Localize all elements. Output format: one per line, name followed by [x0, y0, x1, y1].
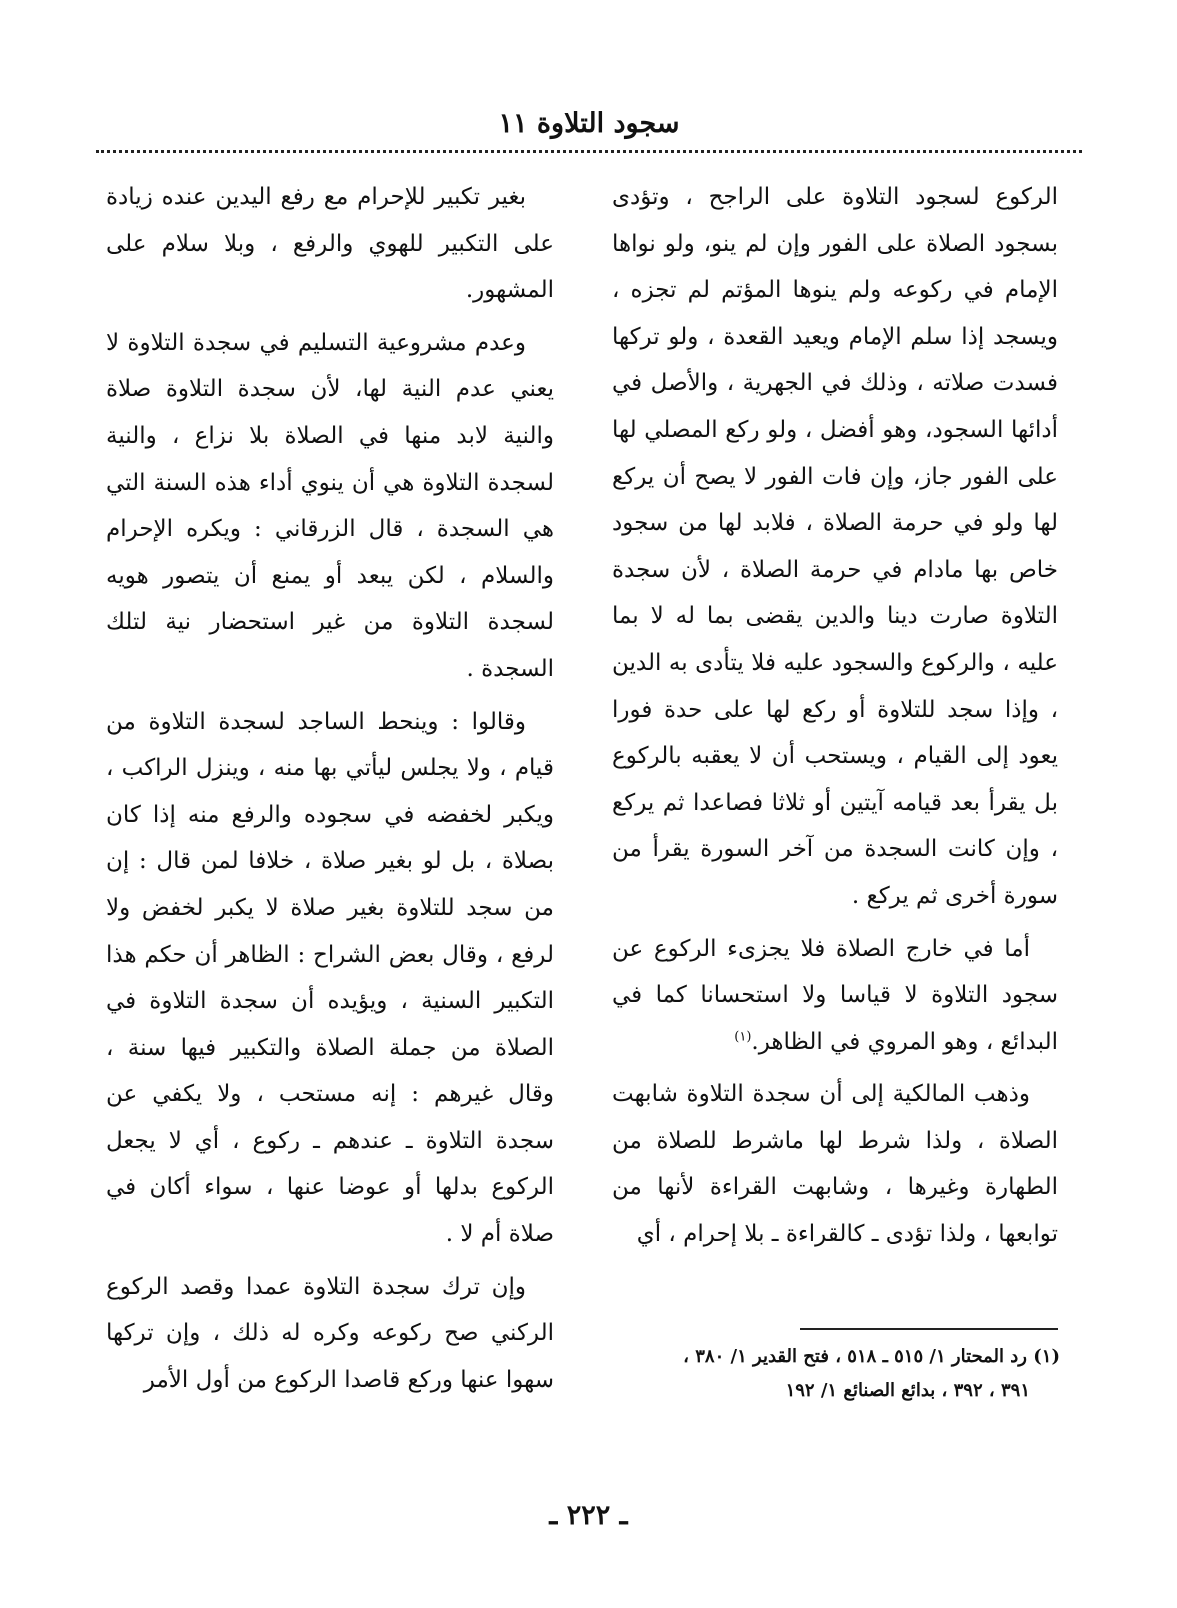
right-column: [612, 174, 1058, 1264]
page-number: ـ ٢٢٢ ـ: [549, 1500, 628, 1531]
running-header: سجود التلاوة ١١: [498, 108, 680, 139]
header-divider: [96, 150, 1082, 153]
paragraph: وعدم مشروعية التسليم في سجدة التلاوة لا يعني عدم النية لها، لأن سجدة التلاوة صلاة والنية لابد منها في الصلاة بلا نزاع ، والنية لسجدة التلاوة هي أن ينوي أداء هذه السنة التي هي السجدة ، قال الزرقاني : ويكره الإحرام والسلام ، لكن يبعد أو يمنع أن يتصور هويه لسجدة التلاوة من غير استحضار نية لتلك السجدة .: [106, 329, 554, 682]
paragraph: [612, 926, 1058, 1066]
footnote-line: (١) رد المحتار ١/ ٥١٥ ـ ٥١٨ ، فتح القدير ١/ ٣٨٠ ،: [683, 1346, 1060, 1367]
paragraph-text: أما في خارج الصلاة فلا يجزىء الركوع عن سجود التلاوة لا قياسا ولا استحسانا كما في البدائع ، وهو المروي في الظاهر.: [612, 935, 1058, 1055]
footnotes: [590, 1340, 1060, 1408]
paragraph: الركوع لسجود التلاوة على الراجح ، وتؤدى بسجود الصلاة على الفور وإن لم ينو، ولو نواها الإمام في ركوعه ولم ينوها المؤتم لم تجزه ، ويسجد إذا سلم الإمام ويعيد القعدة ، ولو تركها فسدت صلاته ، وذلك في الجهرية ، والأصل في أدائها السجود، وهو أفضل ، ولو ركع المصلي لها على الفور جاز، وإن فات الفور لا يصح أن يركع لها ولو في حرمة الصلاة ، فلابد لها من سجود خاص بها مادام في حرمة الصلاة ، لأن سجدة التلاوة صارت دينا والدين يقضى بما له لا بما عليه ، والركوع والسجود عليه فلا يتأدى به الدين ، وإذا سجد للتلاوة أو ركع لها على حدة فورا يعود إلى القيام ، ويستحب أن لا يعقبه بالركوع بل يقرأ بعد قيامه آيتين أو ثلاثا فصاعدا ثم يركع ، وإن كانت السجدة من آخر السورة يقرأ من سورة أخرى ثم يركع .: [612, 184, 1058, 909]
left-column: [106, 174, 554, 1409]
footnote-marker[interactable]: (١): [734, 1029, 752, 1045]
paragraph: بغير تكبير للإحرام مع رفع اليدين عنده زيادة على التكبير للهوي والرفع ، وبلا سلام على المشهور.: [106, 184, 554, 304]
paragraph: وقالوا : وينحط الساجد لسجدة التلاوة من قيام ، ولا يجلس ليأتي بها منه ، وينزل الراكب ، ويكبر لخفضه في سجوده والرفع منه إذا كان بصلاة ، بل لو بغير صلاة ، خلافا لمن قال : إن من سجد للتلاوة بغير صلاة لا يكبر لخفض ولا لرفع ، وقال بعض الشراح : الظاهر أن حكم هذا التكبير السنية ، ويؤيده أن سجدة التلاوة في الصلاة من جملة الصلاة والتكبير فيها سنة ، وقال غيرهم : إنه مستحب ، ولا يكفي عن سجدة التلاوة ـ عندهم ـ ركوع ، أي لا يجعل الركوع بدلها أو عوضا عنها ، سواء أكان في صلاة أم لا .: [106, 708, 554, 1248]
footnote-divider: [800, 1328, 1058, 1330]
footnote-line: ٣٩١ ، ٣٩٢ ، بدائع الصنائع ١/ ١٩٢: [785, 1380, 1030, 1401]
paragraph: وذهب المالكية إلى أن سجدة التلاوة شابهت الصلاة ، ولذا شرط لها ماشرط للصلاة من الطهارة وغيرها ، وشابهت القراءة لأنها من توابعها ، ولذا تؤدى ـ كالقراءة ـ بلا إحرام ، أي: [612, 1081, 1058, 1248]
paragraph: وإن ترك سجدة التلاوة عمدا وقصد الركوع الركني صح ركوعه وكره له ذلك ، وإن تركها سهوا عنها وركع قاصدا الركوع من أول الأمر: [106, 1273, 554, 1393]
